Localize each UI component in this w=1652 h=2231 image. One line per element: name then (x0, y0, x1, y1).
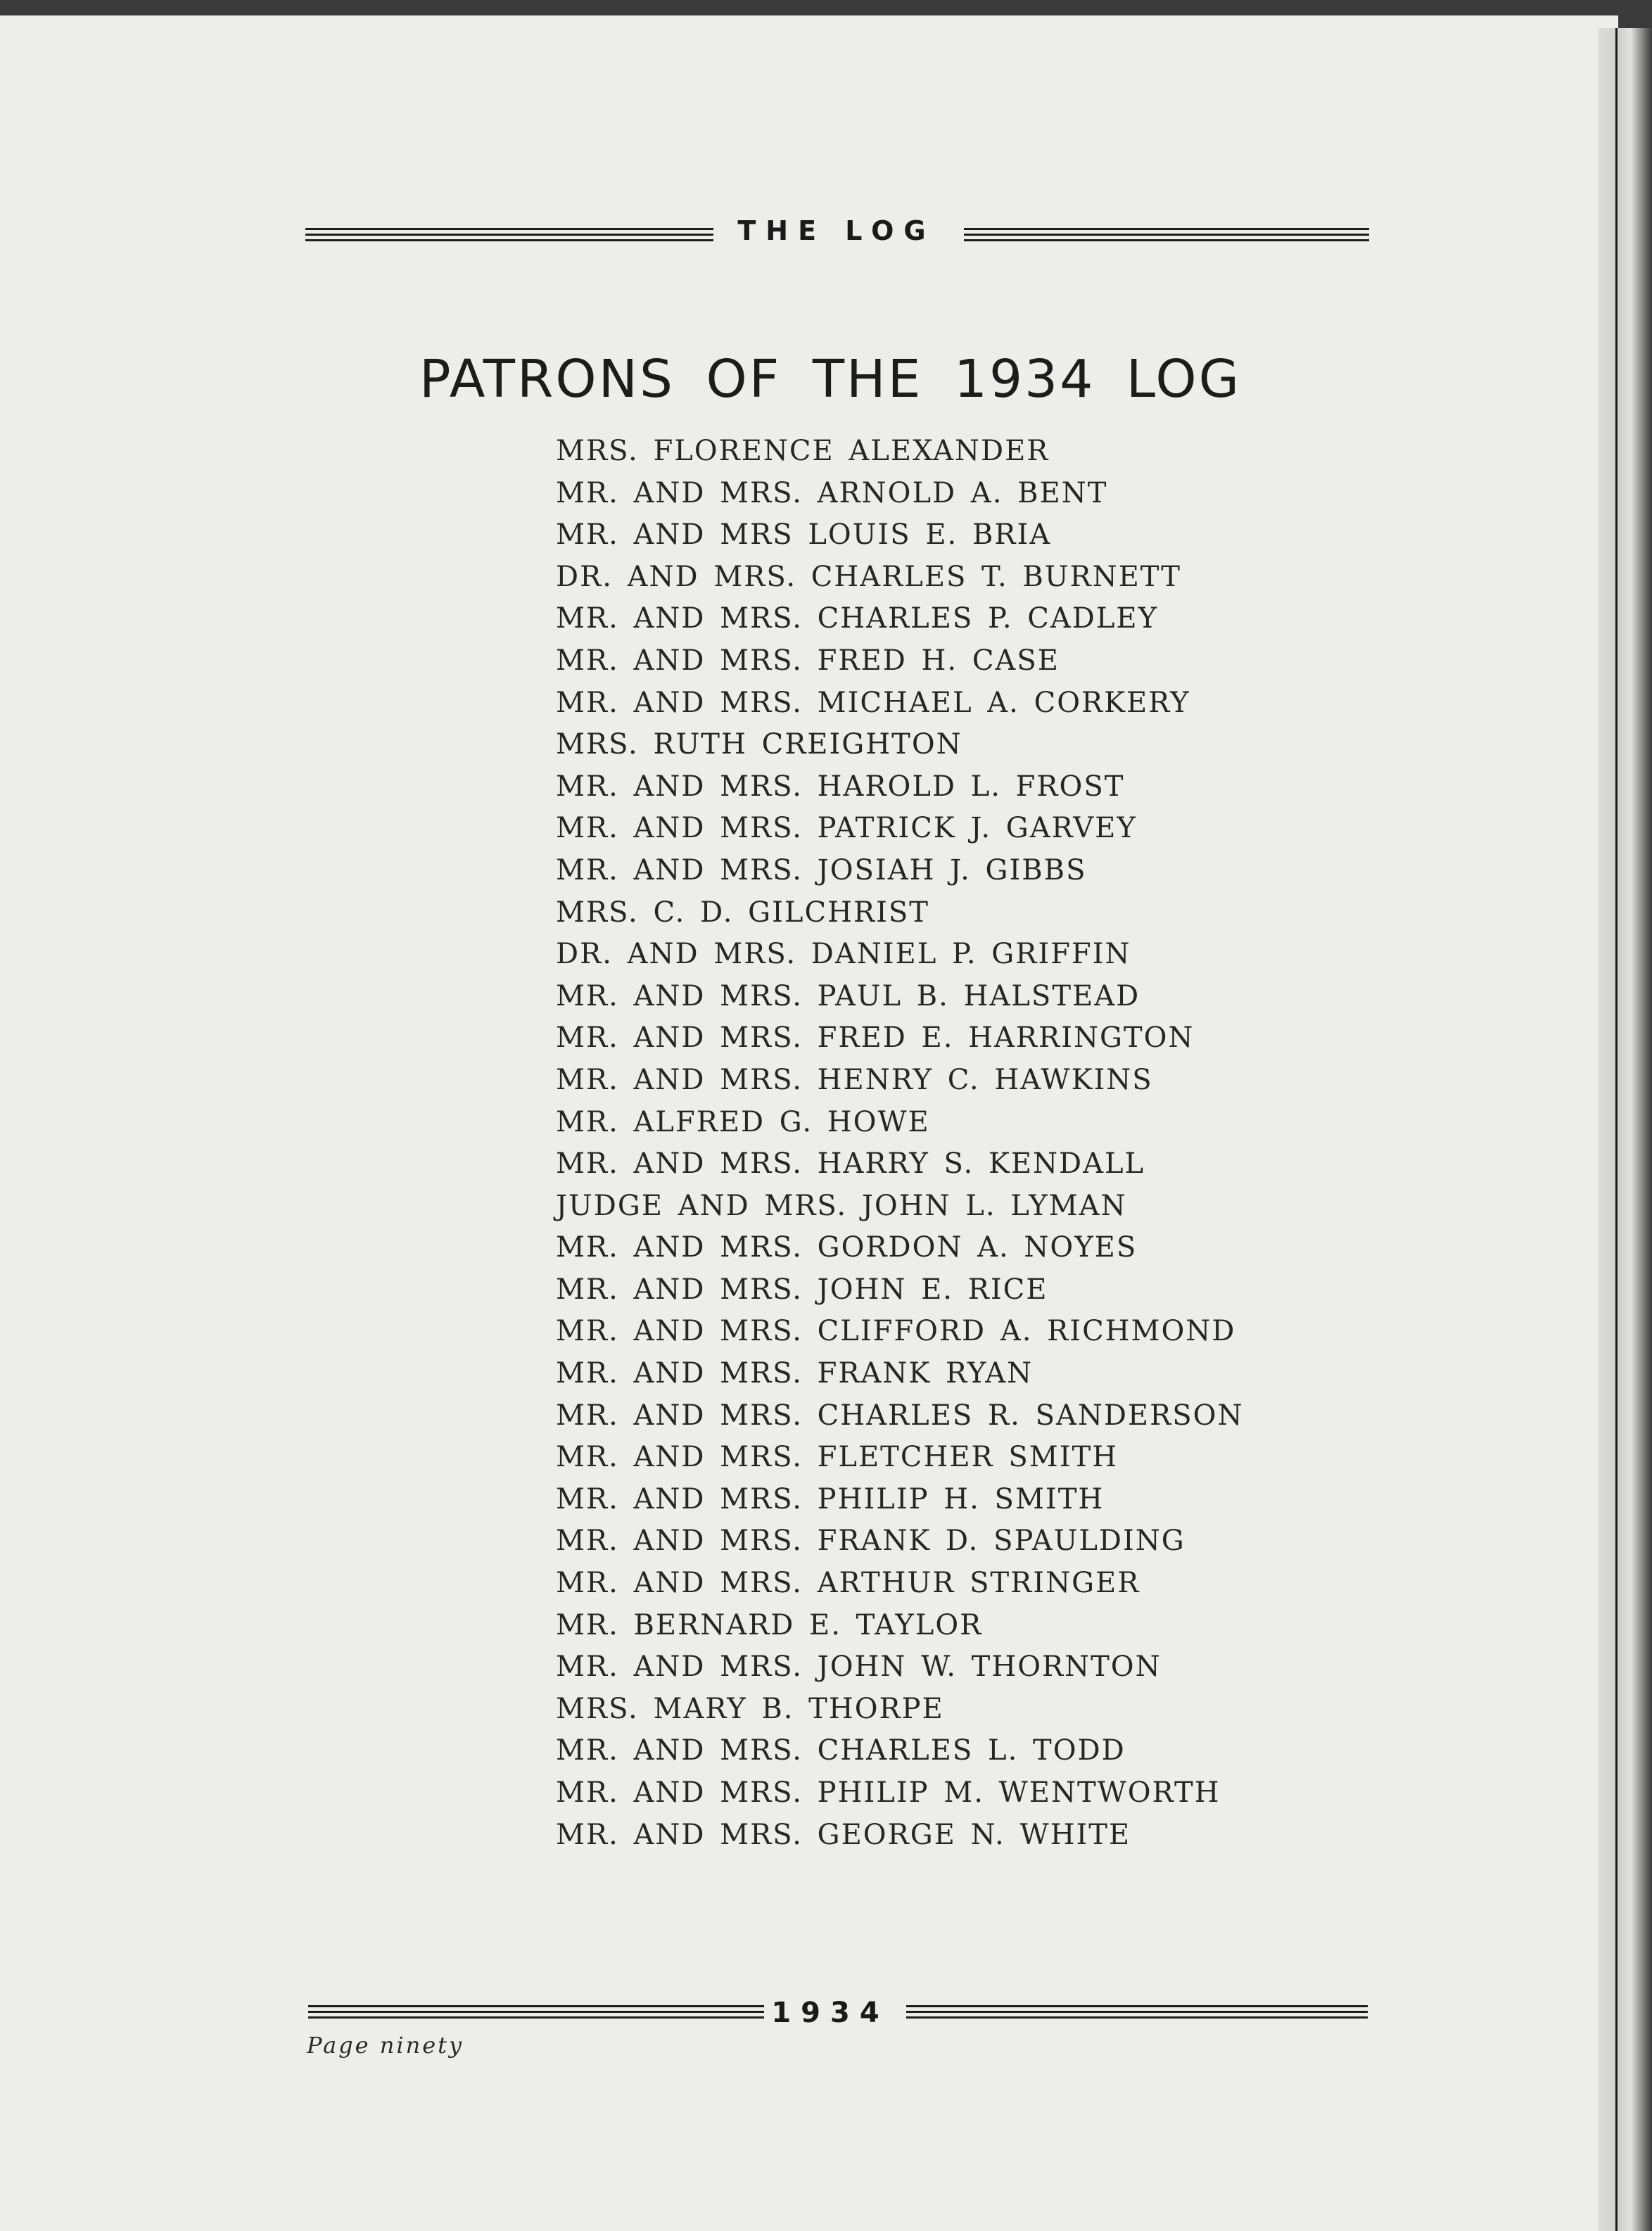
list-item: MR. AND MRS. GEORGE N. WHITE (556, 1818, 1131, 1851)
list-item: MR. AND MRS. FRED E. HARRINGTON (556, 1022, 1195, 1055)
list-item: MR. AND MRS. MICHAEL A. CORKERY (556, 686, 1190, 719)
page-number: Page ninety (307, 2032, 464, 2059)
list-item: MR. AND MRS. PHILIP M. WENTWORTH (556, 1776, 1221, 1809)
list-item: MR. AND MRS. HAROLD L. FROST (556, 770, 1125, 803)
list-item: MR. BERNARD E. TAYLOR (556, 1608, 983, 1641)
list-item: MR. AND MRS. JOHN E. RICE (556, 1273, 1048, 1306)
list-item: MR. AND MRS. JOHN W. THORNTON (556, 1651, 1162, 1684)
list-item: MR. AND MRS. FRANK D. SPAULDING (556, 1525, 1186, 1558)
list-item: MR. AND MRS. FLETCHER SMITH (556, 1441, 1119, 1474)
list-item: MR. AND MRS. JOSIAH J. GIBBS (556, 853, 1087, 886)
page-title: PATRONS OF THE 1934 LOG (419, 349, 1241, 409)
list-item: MR. AND MRS. CHARLES P. CADLEY (556, 602, 1158, 635)
footer-rule-right (906, 2005, 1368, 2021)
list-item: DR. AND MRS. DANIEL P. GRIFFIN (556, 938, 1131, 971)
list-item: MRS. MARY B. THORPE (556, 1692, 944, 1725)
list-item: MR. AND MRS. CHARLES L. TODD (556, 1734, 1126, 1767)
footer-year: 1934 (771, 1997, 889, 2029)
list-item: MR. AND MRS. ARNOLD A. BENT (556, 476, 1108, 509)
list-item: MRS. C. D. GILCHRIST (556, 896, 929, 929)
list-item: MR. AND MRS LOUIS E. BRIA (556, 519, 1052, 552)
scan-top-edge (0, 0, 1652, 15)
footer-rule-left (308, 2005, 764, 2021)
header-title: THE LOG (737, 215, 936, 246)
list-item: MRS. FLORENCE ALEXANDER (556, 435, 1050, 467)
list-item: MR. AND MRS. PAUL B. HALSTEAD (556, 979, 1140, 1012)
list-item: MR. AND MRS. FRANK RYAN (556, 1357, 1034, 1390)
list-item: JUDGE AND MRS. JOHN L. LYMAN (556, 1189, 1127, 1222)
list-item: MR. ALFRED G. HOWE (556, 1105, 930, 1138)
patron-list (556, 431, 1243, 1856)
page-spine-edge (1615, 28, 1618, 2231)
list-item: MR. AND MRS. GORDON A. NOYES (556, 1231, 1138, 1264)
list-item: MR. AND MRS. ARTHUR STRINGER (556, 1567, 1140, 1600)
list-item: MR. AND MRS. CLIFFORD A. RICHMOND (556, 1315, 1236, 1348)
list-item: MR. AND MRS. FRED H. CASE (556, 644, 1060, 677)
page-spine-shadow (1599, 28, 1652, 2231)
list-item: MRS. RUTH CREIGHTON (556, 728, 962, 761)
list-item: MR. AND MRS. PATRICK J. GARVEY (556, 812, 1137, 845)
list-item: MR. AND MRS. HENRY C. HAWKINS (556, 1063, 1153, 1096)
list-item: DR. AND MRS. CHARLES T. BURNETT (556, 560, 1181, 593)
list-item: MR. AND MRS. CHARLES R. SANDERSON (556, 1399, 1244, 1432)
list-item: MR. AND MRS. PHILIP H. SMITH (556, 1482, 1105, 1515)
header-rule-left (305, 228, 713, 243)
header-rule-right (964, 228, 1369, 243)
list-item: MR. AND MRS. HARRY S. KENDALL (556, 1148, 1145, 1181)
